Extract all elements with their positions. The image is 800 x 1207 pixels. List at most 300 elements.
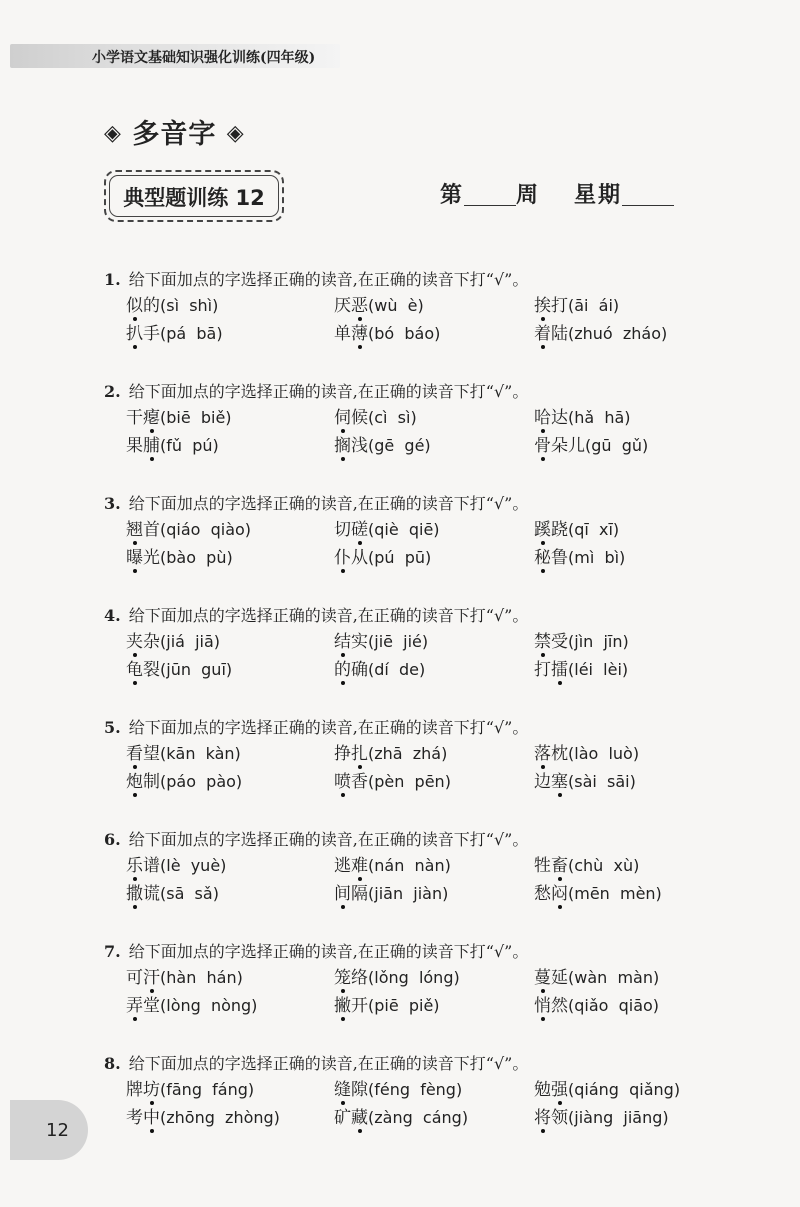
question-instruction: [104, 716, 744, 740]
pinyin-options[interactable]: (wù è): [368, 296, 424, 315]
pinyin-options[interactable]: (pá bā): [160, 324, 223, 343]
word-item[interactable]: [334, 768, 451, 796]
word-item[interactable]: [126, 544, 233, 572]
pinyin-options[interactable]: (féng fèng): [368, 1080, 463, 1099]
word: [126, 884, 160, 904]
pinyin-options[interactable]: (nán nàn): [368, 856, 451, 875]
word: [334, 884, 368, 904]
question-number: 8.: [104, 1054, 121, 1073]
word-char: 厌: [334, 296, 351, 316]
word-char: 浅: [351, 436, 368, 456]
emphasis-dot-char: 的: [334, 660, 351, 680]
weekday-blank[interactable]: [622, 183, 674, 206]
word: [126, 772, 160, 792]
word-item[interactable]: [534, 656, 628, 684]
word-char: 堂: [143, 996, 160, 1016]
word-item[interactable]: [534, 292, 619, 320]
pinyin-options[interactable]: (fāng fáng): [160, 1080, 255, 1099]
emphasis-dot-char: 蔓: [534, 968, 551, 988]
word-char: 望: [143, 744, 160, 764]
word-item[interactable]: [126, 1104, 280, 1132]
word-char: 朵: [551, 436, 568, 456]
pinyin-options[interactable]: (piē piě): [368, 996, 440, 1015]
word-item[interactable]: [126, 292, 218, 320]
word-row: [104, 880, 744, 908]
word-item[interactable]: [334, 544, 431, 572]
emphasis-dot-char: 伺: [334, 408, 351, 428]
pinyin-options[interactable]: (páo pào): [160, 772, 243, 791]
word-char: 考: [126, 1108, 143, 1128]
word-row: [104, 292, 744, 320]
word-row: [104, 656, 744, 684]
emphasis-dot-char: 仆: [334, 548, 351, 568]
pinyin-options[interactable]: (pú pū): [368, 548, 432, 567]
word-char: 达: [551, 408, 568, 428]
pinyin-options[interactable]: (sā sǎ): [160, 884, 219, 903]
emphasis-dot-char: 撇: [334, 996, 351, 1016]
word-row: [104, 740, 744, 768]
word: [534, 520, 568, 540]
word: [334, 408, 368, 428]
word-item[interactable]: [534, 768, 636, 796]
word-item[interactable]: [334, 516, 440, 544]
word-item[interactable]: [534, 544, 625, 572]
emphasis-dot-char: 擂: [551, 660, 568, 680]
week-label: 周: [516, 182, 541, 208]
word-item[interactable]: [534, 1076, 680, 1104]
word: [334, 772, 368, 792]
word: [126, 408, 160, 428]
word-item[interactable]: [334, 628, 428, 656]
emphasis-dot-char: 缝: [334, 1080, 351, 1100]
word: [534, 856, 568, 876]
word-item[interactable]: [534, 320, 667, 348]
word-char: 手: [143, 324, 160, 344]
pinyin-options[interactable]: (zhuó zháo): [568, 324, 668, 343]
word: [334, 548, 368, 568]
question-instruction: [104, 380, 744, 404]
word-item[interactable]: [334, 432, 431, 460]
word: [534, 744, 568, 764]
word-item[interactable]: [534, 516, 619, 544]
word-char: 谱: [143, 856, 160, 876]
emphasis-dot-char: 强: [551, 1080, 568, 1100]
word-item[interactable]: [334, 292, 424, 320]
word-char: 开: [351, 996, 368, 1016]
word-item[interactable]: [534, 964, 659, 992]
word-char: 牲: [534, 856, 551, 876]
word-item[interactable]: [126, 880, 219, 908]
question-block: [104, 268, 744, 348]
instruction-text: 给下面加点的字选择正确的读音,在正确的读音下打“√”。: [128, 718, 529, 737]
pinyin-options[interactable]: (cì sì): [368, 408, 417, 427]
word-item[interactable]: [126, 516, 251, 544]
word: [334, 744, 368, 764]
question-block: [104, 1052, 744, 1132]
emphasis-dot-char: 坊: [143, 1080, 160, 1100]
emphasis-dot-char: 塞: [551, 772, 568, 792]
word-item[interactable]: [126, 740, 241, 768]
word: [334, 324, 368, 344]
word-char: 陆: [551, 324, 568, 344]
word-char: 鲁: [551, 548, 568, 568]
word-row: [104, 516, 744, 544]
week-field: [440, 178, 674, 209]
word: [334, 1108, 368, 1128]
pinyin-options[interactable]: (pèn pēn): [368, 772, 451, 791]
word-char: 的: [143, 296, 160, 316]
question-number: 5.: [104, 718, 121, 737]
emphasis-dot-char: 瘪: [143, 408, 160, 428]
word-char: 打: [534, 660, 551, 680]
word: [334, 632, 368, 652]
word: [126, 996, 160, 1016]
word: [334, 996, 368, 1016]
pinyin-options[interactable]: (jiá jiā): [160, 632, 221, 651]
word-char: 延: [551, 968, 568, 988]
word-char: 可: [126, 968, 143, 988]
word-char: 愁: [534, 884, 551, 904]
word: [534, 632, 568, 652]
word-char: 从: [351, 548, 368, 568]
week-blank[interactable]: [464, 183, 516, 206]
word: [534, 1080, 568, 1100]
word-item[interactable]: [334, 852, 451, 880]
word-item[interactable]: [334, 1076, 462, 1104]
question-number: 7.: [104, 942, 121, 961]
emphasis-dot-char: 哈: [534, 408, 551, 428]
word-item[interactable]: [334, 880, 448, 908]
word-char: 牌: [126, 1080, 143, 1100]
question-block: [104, 716, 744, 796]
word-row: [104, 852, 744, 880]
pinyin-options[interactable]: (mì bì): [568, 548, 626, 567]
emphasis-dot-char: 扒: [126, 324, 143, 344]
pinyin-options[interactable]: (qī xī): [568, 520, 620, 539]
emphasis-dot-char: 中: [143, 1108, 160, 1128]
word-item[interactable]: [534, 992, 659, 1020]
question-block: [104, 604, 744, 684]
word: [534, 1108, 568, 1128]
pinyin-options[interactable]: (jiān jiàn): [368, 884, 449, 903]
word: [534, 408, 568, 428]
diamond-icon: ◈: [104, 121, 122, 146]
emphasis-dot-char: 挨: [534, 296, 551, 316]
word-item[interactable]: [334, 992, 440, 1020]
word: [534, 996, 568, 1016]
word-row: [104, 432, 744, 460]
diamond-icon: ◈: [226, 121, 245, 146]
emphasis-dot-char: 夹: [126, 632, 143, 652]
word-row: [104, 1104, 744, 1132]
emphasis-dot-char: 曝: [126, 548, 143, 568]
word: [534, 884, 568, 904]
pinyin-options[interactable]: (qiè qiē): [368, 520, 440, 539]
word: [126, 296, 160, 316]
word: [334, 968, 368, 988]
instruction-text: 给下面加点的字选择正确的读音,在正确的读音下打“√”。: [128, 270, 529, 289]
emphasis-dot-char: 搁: [334, 436, 351, 456]
pinyin-options[interactable]: (bó báo): [368, 324, 441, 343]
word: [534, 548, 568, 568]
word-char: 光: [143, 548, 160, 568]
word-char: 跷: [551, 520, 568, 540]
weekday-label: 星期: [574, 182, 623, 208]
section-title-text: 多音字: [132, 119, 217, 150]
word: [334, 520, 368, 540]
section-title: [104, 112, 245, 151]
pinyin-options[interactable]: (kān kàn): [160, 744, 241, 763]
emphasis-dot-char: 闷: [551, 884, 568, 904]
word-char: 勉: [534, 1080, 551, 1100]
emphasis-dot-char: 难: [351, 856, 368, 876]
pinyin-options[interactable]: (jiē jié): [368, 632, 429, 651]
word: [126, 856, 160, 876]
word-item[interactable]: [534, 432, 648, 460]
word-item[interactable]: [334, 1104, 468, 1132]
question-number: 1.: [104, 270, 121, 289]
word: [126, 436, 160, 456]
word: [534, 968, 568, 988]
word-item[interactable]: [334, 404, 417, 432]
word-item[interactable]: [126, 628, 220, 656]
word-char: 受: [551, 632, 568, 652]
pinyin-options[interactable]: (lòng nòng): [160, 996, 258, 1015]
word-item[interactable]: [534, 404, 631, 432]
emphasis-dot-char: 翘: [126, 520, 143, 540]
question-instruction: [104, 1052, 744, 1076]
word: [334, 660, 368, 680]
pinyin-options[interactable]: (sì shì): [160, 296, 219, 315]
word-char: 候: [351, 408, 368, 428]
pinyin-options[interactable]: (gū gǔ): [585, 436, 649, 455]
pinyin-options[interactable]: (zhōng zhòng): [160, 1108, 280, 1127]
word-char: 实: [351, 632, 368, 652]
question-number: 4.: [104, 606, 121, 625]
emphasis-dot-char: 似: [126, 296, 143, 316]
word-char: 领: [551, 1108, 568, 1128]
book-title: 小学语文基础知识强化训练(四年级): [92, 50, 316, 66]
word: [334, 296, 368, 316]
word-item[interactable]: [126, 964, 243, 992]
word-row: [104, 628, 744, 656]
pinyin-options[interactable]: (lào luò): [568, 744, 640, 763]
word-char: 干: [126, 408, 143, 428]
question-number: 6.: [104, 830, 121, 849]
emphasis-dot-char: 喷: [334, 772, 351, 792]
word-row: [104, 544, 744, 572]
word: [334, 856, 368, 876]
word-item[interactable]: [334, 740, 447, 768]
word-char: 边: [534, 772, 551, 792]
word: [534, 296, 568, 316]
word-row: [104, 404, 744, 432]
word-char: 切: [334, 520, 351, 540]
pinyin-options[interactable]: (biē biě): [160, 408, 232, 427]
pinyin-options[interactable]: (jiàng jiāng): [568, 1108, 669, 1127]
word: [126, 1108, 160, 1128]
emphasis-dot-char: 弄: [126, 996, 143, 1016]
emphasis-dot-char: 蹊: [534, 520, 551, 540]
word-char: 单: [334, 324, 351, 344]
question-number: 3.: [104, 494, 121, 513]
word-char: 打: [551, 296, 568, 316]
word: [126, 660, 160, 680]
instruction-text: 给下面加点的字选择正确的读音,在正确的读音下打“√”。: [128, 494, 529, 513]
word-item[interactable]: [126, 404, 232, 432]
word-char: 确: [351, 660, 368, 680]
emphasis-dot-char: 磋: [351, 520, 368, 540]
word-row: [104, 320, 744, 348]
pinyin-options[interactable]: (zàng cáng): [368, 1108, 469, 1127]
word: [126, 744, 160, 764]
pinyin-options[interactable]: (lǒng lóng): [368, 968, 460, 987]
emphasis-dot-char: 乐: [126, 856, 143, 876]
word-item[interactable]: [126, 656, 232, 684]
word: [534, 660, 568, 680]
emphasis-dot-char: 藏: [351, 1108, 368, 1128]
word-row: [104, 964, 744, 992]
question-block: [104, 828, 744, 908]
question-number: 2.: [104, 382, 121, 401]
emphasis-dot-char: 悄: [534, 996, 551, 1016]
pinyin-options[interactable]: (zhā zhá): [368, 744, 448, 763]
emphasis-dot-char: 笼: [334, 968, 351, 988]
pinyin-options[interactable]: (sài sāi): [568, 772, 636, 791]
pinyin-options[interactable]: (dí de): [368, 660, 426, 679]
word-row: [104, 768, 744, 796]
emphasis-dot-char: 撒: [126, 884, 143, 904]
emphasis-dot-char: 薄: [351, 324, 368, 344]
word-item[interactable]: [334, 964, 460, 992]
word-item[interactable]: [534, 852, 639, 880]
pinyin-options[interactable]: (hǎ hā): [568, 408, 631, 427]
emphasis-dot-char: 秘: [534, 548, 551, 568]
word: [126, 520, 160, 540]
word-row: [104, 992, 744, 1020]
word: [534, 772, 568, 792]
word: [334, 436, 368, 456]
pinyin-options[interactable]: (léi lèi): [568, 660, 629, 679]
emphasis-dot-char: 看: [126, 744, 143, 764]
training-label: 典型题训练 12: [123, 186, 265, 210]
word-char: 逃: [334, 856, 351, 876]
word: [334, 1080, 368, 1100]
emphasis-dot-char: 落: [534, 744, 551, 764]
word-char: 香: [351, 772, 368, 792]
word: [126, 548, 160, 568]
word: [534, 324, 568, 344]
question-instruction: [104, 604, 744, 628]
instruction-text: 给下面加点的字选择正确的读音,在正确的读音下打“√”。: [128, 1054, 529, 1073]
word-char: 首: [143, 520, 160, 540]
word-char: 隔: [351, 884, 368, 904]
word-item[interactable]: [534, 880, 662, 908]
word-char: 矿: [334, 1108, 351, 1128]
word: [126, 632, 160, 652]
page-number: 12: [46, 1120, 69, 1141]
word-char: 络: [351, 968, 368, 988]
word-item[interactable]: [126, 432, 219, 460]
word-item[interactable]: [126, 992, 257, 1020]
emphasis-dot-char: 扎: [351, 744, 368, 764]
word: [126, 1080, 160, 1100]
question-block: [104, 492, 744, 572]
pinyin-options[interactable]: (bào pù): [160, 548, 233, 567]
word-item[interactable]: [126, 1076, 254, 1104]
pinyin-options[interactable]: (jìn jīn): [568, 632, 629, 651]
emphasis-dot-char: 将: [534, 1108, 551, 1128]
training-label-box: [104, 170, 284, 222]
question-instruction: [104, 940, 744, 964]
word: [126, 324, 160, 344]
word-item[interactable]: [126, 768, 242, 796]
pinyin-options[interactable]: (mēn mèn): [568, 884, 662, 903]
word: [126, 968, 160, 988]
word-item[interactable]: [126, 320, 223, 348]
word-char: 隙: [351, 1080, 368, 1100]
word-char: 果: [126, 436, 143, 456]
emphasis-dot-char: 炮: [126, 772, 143, 792]
week-prefix: 第: [440, 182, 465, 208]
word-item[interactable]: [334, 656, 425, 684]
emphasis-dot-char: 畜: [551, 856, 568, 876]
word: [534, 436, 585, 456]
emphasis-dot-char: 间: [334, 884, 351, 904]
pinyin-options[interactable]: (gē gé): [368, 436, 431, 455]
pinyin-options[interactable]: (āi ái): [568, 296, 620, 315]
emphasis-dot-char: 脯: [143, 436, 160, 456]
pinyin-options[interactable]: (fǔ pú): [160, 436, 219, 455]
word-char: 挣: [334, 744, 351, 764]
pinyin-options[interactable]: (hàn hán): [160, 968, 243, 987]
instruction-text: 给下面加点的字选择正确的读音,在正确的读音下打“√”。: [128, 606, 529, 625]
pinyin-options[interactable]: (chù xù): [568, 856, 640, 875]
word-item[interactable]: [534, 740, 639, 768]
word-char: 谎: [143, 884, 160, 904]
pinyin-options[interactable]: (qiáo qiào): [160, 520, 252, 539]
emphasis-dot-char: 汗: [143, 968, 160, 988]
word-item[interactable]: [334, 320, 440, 348]
question-instruction: [104, 828, 744, 852]
emphasis-dot-char: 龟: [126, 660, 143, 680]
word-char: 儿: [568, 436, 585, 456]
pinyin-options[interactable]: (jūn guī): [160, 660, 233, 679]
instruction-text: 给下面加点的字选择正确的读音,在正确的读音下打“√”。: [128, 382, 529, 401]
word-char: 裂: [143, 660, 160, 680]
pinyin-options[interactable]: (lè yuè): [160, 856, 227, 875]
emphasis-dot-char: 禁: [534, 632, 551, 652]
emphasis-dot-char: 着: [534, 324, 551, 344]
question-instruction: [104, 492, 744, 516]
question-block: [104, 380, 744, 460]
word-item[interactable]: [534, 628, 629, 656]
word-item[interactable]: [126, 852, 226, 880]
question-instruction: [104, 268, 744, 292]
instruction-text: 给下面加点的字选择正确的读音,在正确的读音下打“√”。: [128, 942, 529, 961]
word-item[interactable]: [534, 1104, 669, 1132]
emphasis-dot-char: 恶: [351, 296, 368, 316]
word-char: 枕: [551, 744, 568, 764]
word-char: 然: [551, 996, 568, 1016]
pinyin-options[interactable]: (qiǎo qiāo): [568, 996, 660, 1015]
emphasis-dot-char: 骨: [534, 436, 551, 456]
word-row: [104, 1076, 744, 1104]
pinyin-options[interactable]: (wàn màn): [568, 968, 660, 987]
word-char: 制: [143, 772, 160, 792]
pinyin-options[interactable]: (qiáng qiǎng): [568, 1080, 681, 1099]
instruction-text: 给下面加点的字选择正确的读音,在正确的读音下打“√”。: [128, 830, 529, 849]
